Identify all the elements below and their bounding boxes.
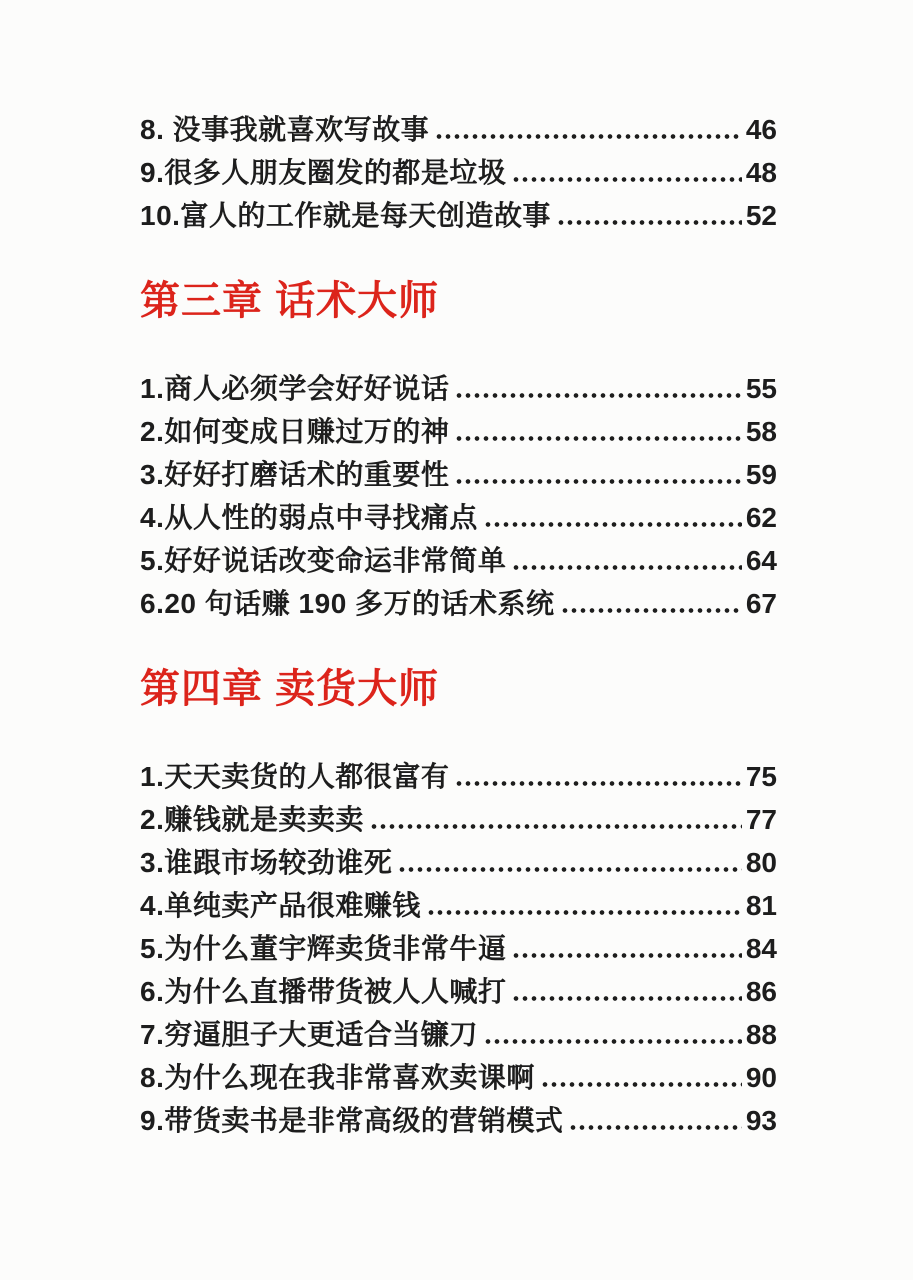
toc-entry-title: 7.穷逼胆子大更适合当镰刀 [140, 1019, 478, 1050]
toc-entry [140, 970, 777, 1013]
chapter-heading: 第四章 卖货大师 [140, 667, 440, 711]
toc-section [140, 667, 777, 1142]
dot-leader [370, 824, 742, 829]
toc-sections [140, 108, 777, 1142]
toc-entry-page-number: 52 [745, 200, 777, 231]
toc-entry [140, 108, 777, 151]
toc-entry-page-number: 88 [745, 1019, 777, 1050]
dot-leader [427, 910, 742, 915]
toc-entry-page-number: 67 [745, 588, 777, 619]
toc-entry-title: 3.谁跟市场较劲谁死 [140, 847, 393, 878]
toc-entry [140, 539, 777, 582]
toc-entry-title: 2.如何变成日赚过万的神 [140, 416, 450, 447]
dot-leader [512, 996, 741, 1001]
dot-leader [435, 134, 742, 139]
toc-entry-page-number: 64 [745, 545, 777, 576]
dot-leader [484, 522, 742, 527]
toc-entry [140, 1013, 777, 1056]
toc-entry-page-number: 75 [745, 761, 777, 792]
toc-entry-page-number: 81 [745, 890, 777, 921]
toc-entry [140, 1056, 777, 1099]
dot-leader [512, 177, 741, 182]
toc-entry [140, 410, 777, 453]
toc-entry-page-number: 62 [745, 502, 777, 533]
dot-leader [569, 1125, 741, 1130]
toc-entry [140, 496, 777, 539]
chapter-heading: 第三章 话术大师 [140, 279, 440, 323]
toc-entry-list [140, 108, 777, 237]
toc-entry-page-number: 93 [745, 1105, 777, 1136]
toc-entry-title: 4.单纯卖产品很难赚钱 [140, 890, 421, 921]
toc-entry-title: 3.好好打磨话术的重要性 [140, 459, 450, 490]
toc-entry-page-number: 48 [745, 157, 777, 188]
dot-leader [455, 393, 741, 398]
toc-entry-title: 10.富人的工作就是每天创造故事 [140, 200, 551, 231]
toc-entry [140, 194, 777, 237]
toc-entry-title: 9.很多人朋友圈发的都是垃圾 [140, 157, 507, 188]
toc-entry-page-number: 58 [745, 416, 777, 447]
toc-entry [140, 453, 777, 496]
toc-entry-title: 1.商人必须学会好好说话 [140, 373, 450, 404]
toc-entry-page-number: 55 [745, 373, 777, 404]
dot-leader [561, 608, 742, 613]
toc-entry [140, 927, 777, 970]
toc-entry [140, 1099, 777, 1142]
dot-leader [455, 436, 741, 441]
dot-leader [398, 867, 741, 872]
dot-leader [455, 479, 741, 484]
toc-entry [140, 582, 777, 625]
toc-entry-list [140, 755, 777, 1142]
toc-entry-title: 4.从人性的弱点中寻找痛点 [140, 502, 478, 533]
toc-entry [140, 367, 777, 410]
toc-entry-title: 1.天天卖货的人都很富有 [140, 761, 450, 792]
dot-leader [512, 565, 741, 570]
toc-entry-list [140, 367, 777, 625]
toc-entry [140, 755, 777, 798]
toc-entry [140, 884, 777, 927]
dot-leader [512, 953, 741, 958]
toc-entry [140, 798, 777, 841]
toc-entry [140, 151, 777, 194]
toc-entry-title: 2.赚钱就是卖卖卖 [140, 804, 364, 835]
dot-leader [455, 781, 741, 786]
toc-entry-title: 5.好好说话改变命运非常简单 [140, 545, 507, 576]
toc-entry-title: 9.带货卖书是非常高级的营销模式 [140, 1105, 564, 1136]
toc-entry-title: 8.为什么现在我非常喜欢卖课啊 [140, 1062, 535, 1093]
toc-entry-title: 5.为什么董宇辉卖货非常牛逼 [140, 933, 507, 964]
toc-entry-page-number: 90 [745, 1062, 777, 1093]
toc-section [140, 279, 777, 625]
toc-entry [140, 841, 777, 884]
toc-entry-page-number: 84 [745, 933, 777, 964]
toc-section [140, 108, 777, 237]
toc-entry-title: 6.为什么直播带货被人人喊打 [140, 976, 507, 1007]
toc-entry-title: 8. 没事我就喜欢写故事 [140, 114, 430, 145]
toc-entry-page-number: 80 [745, 847, 777, 878]
toc-entry-page-number: 86 [745, 976, 777, 1007]
dot-leader [541, 1082, 742, 1087]
toc-entry-page-number: 59 [745, 459, 777, 490]
dot-leader [484, 1039, 742, 1044]
toc-entry-title: 6.20 句话赚 190 多万的话术系统 [140, 588, 555, 619]
dot-leader [557, 220, 742, 225]
toc-entry-page-number: 77 [745, 804, 777, 835]
toc-entry-page-number: 46 [745, 114, 777, 145]
